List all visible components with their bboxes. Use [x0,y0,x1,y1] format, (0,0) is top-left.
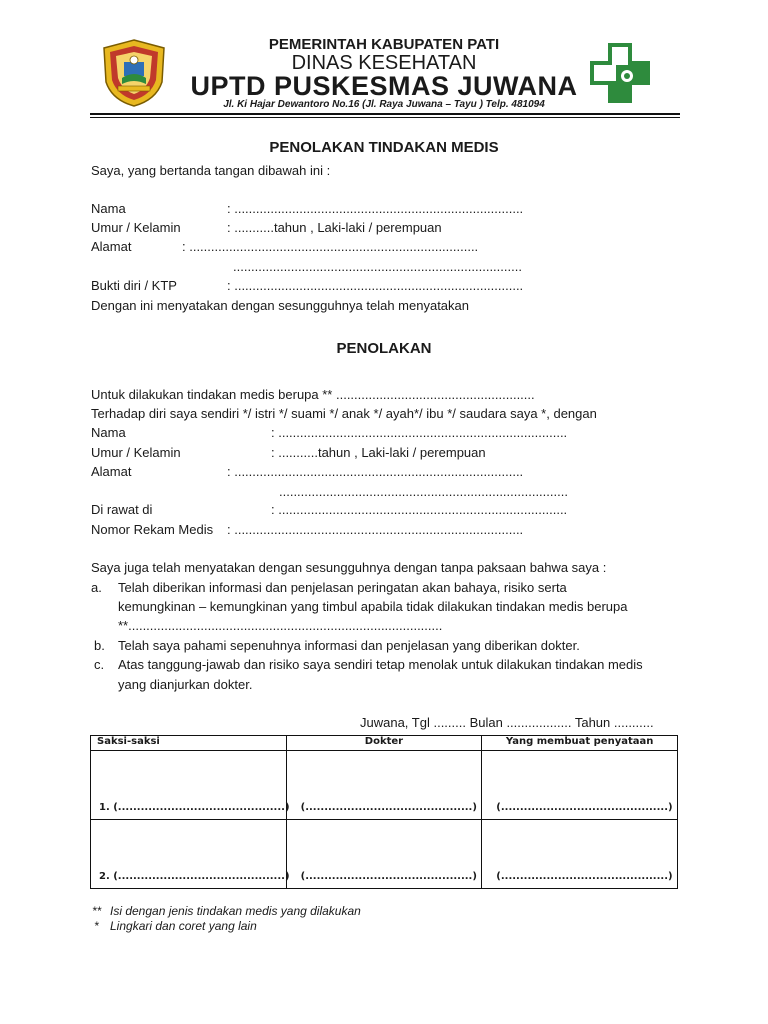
item-c-line2: yang dianjurkan dokter. [118,677,253,692]
item-a-line3: **....................................................................................... [118,618,443,633]
subject-age-label: Umur / Kelamin [91,445,181,460]
header-rule-thick [90,113,680,115]
header-declarant: Yang membuat penyataan [482,736,678,751]
medical-record-value: : ................................................................................ [227,522,524,537]
doctor-signature-1: (............................................) [300,802,477,813]
signature-table [90,735,678,889]
patient-address-label: Alamat [91,239,132,254]
refusal-subtitle: PENOLAKAN [336,340,432,357]
table-row [91,751,678,820]
item-c-line1: Atas tanggung-jawab dan risiko saya sendiri tetap menolak untuk dilakukan tindakan medis [118,657,643,672]
patient-name-label: Nama [91,201,126,216]
subject-address-label: Alamat [91,464,132,479]
patient-address-line2: ................................................................................ [233,259,522,274]
medical-record-label: Nomor Rekam Medis [91,522,214,537]
declarant-signature-2: (............................................) [496,871,673,882]
item-a-line2: kemungkinan – kemungkinan yang timbul apabila tidak dilakukan tindakan medis berupa [118,599,628,614]
institution-title: UPTD PUSKESMAS JUWANA [190,71,578,101]
table-row [91,820,678,889]
declarant-signature-1: (............................................) [496,802,673,813]
subject-ward-value: : ................................................................................ [271,502,568,517]
patient-age-label: Umur / Kelamin [91,220,181,235]
subject-name-value: : ................................................................................ [271,425,568,440]
subject-address-value: : ................................................................................ [227,464,524,479]
doctor-signature-2: (............................................) [300,871,477,882]
procedure-line: Untuk dilakukan tindakan medis berupa ** ....................................................... [91,387,535,402]
footnote-star-marker: * [94,919,99,933]
department-title: DINAS KESEHATAN [291,52,477,74]
header-doctor: Dokter [286,736,482,751]
subject-address-line2: ................................................................................ [279,484,568,499]
footnote-star-text: Lingkari dan coret yang lain [110,919,257,933]
government-title: PEMERINTAH KABUPATEN PATI [268,36,500,53]
witness-2-signature: 2. (............................................) [99,871,290,882]
subject-name-label: Nama [91,425,126,440]
place-date-line: Juwana, Tgl ......... Bulan .................. Tahun ........... [360,715,654,730]
subject-age-value: : ...........tahun , Laki-laki / perempuan [271,445,486,460]
statement-intro: Saya juga telah menyatakan dengan sesungguhnya dengan tanpa paksaan bahwa saya : [91,560,607,575]
document-title: PENOLAKAN TINDAKAN MEDIS [269,139,499,156]
item-a-marker: a. [91,580,102,595]
patient-age-value: : ...........tahun , Laki-laki / perempuan [227,220,442,235]
item-b-marker: b. [94,638,105,653]
witness-1-signature: 1. (............................................) [99,802,290,813]
patient-name-value: : ................................................................................ [227,201,524,216]
patient-id-label: Bukti diri / KTP [91,278,177,293]
declaration-text: Dengan ini menyatakan dengan sesungguhnya telah menyatakan [91,298,469,313]
relation-line: Terhadap diri saya sendiri */ istri */ suami */ anak */ ayah*/ ibu */ saudara saya *, dengan [91,406,597,421]
intro-text: Saya, yang bertanda tangan dibawah ini : [91,163,331,178]
item-b-line1: Telah saya pahami sepenuhnya informasi dan penjelasan yang diberikan dokter. [118,638,580,653]
patient-address-value: : ................................................................................ [182,239,479,254]
patient-id-value: : ................................................................................ [227,278,524,293]
institution-address: Jl. Ki Hajar Dewantoro No.16 (Jl. Raya Juwana – Tayu ) Telp. 481094 [223,99,545,110]
footnote-double-star-marker: ** [92,904,102,918]
item-c-marker: c. [94,657,105,672]
item-a-line1: Telah diberikan informasi dan penjelasan peringatan akan bahaya, risiko serta [118,580,567,595]
subject-ward-label: Di rawat di [91,502,153,517]
header-rule-thin [90,117,680,118]
header-witnesses: Saksi-saksi [91,736,287,751]
footnote-double-star-text: Isi dengan jenis tindakan medis yang dilakukan [110,904,361,918]
